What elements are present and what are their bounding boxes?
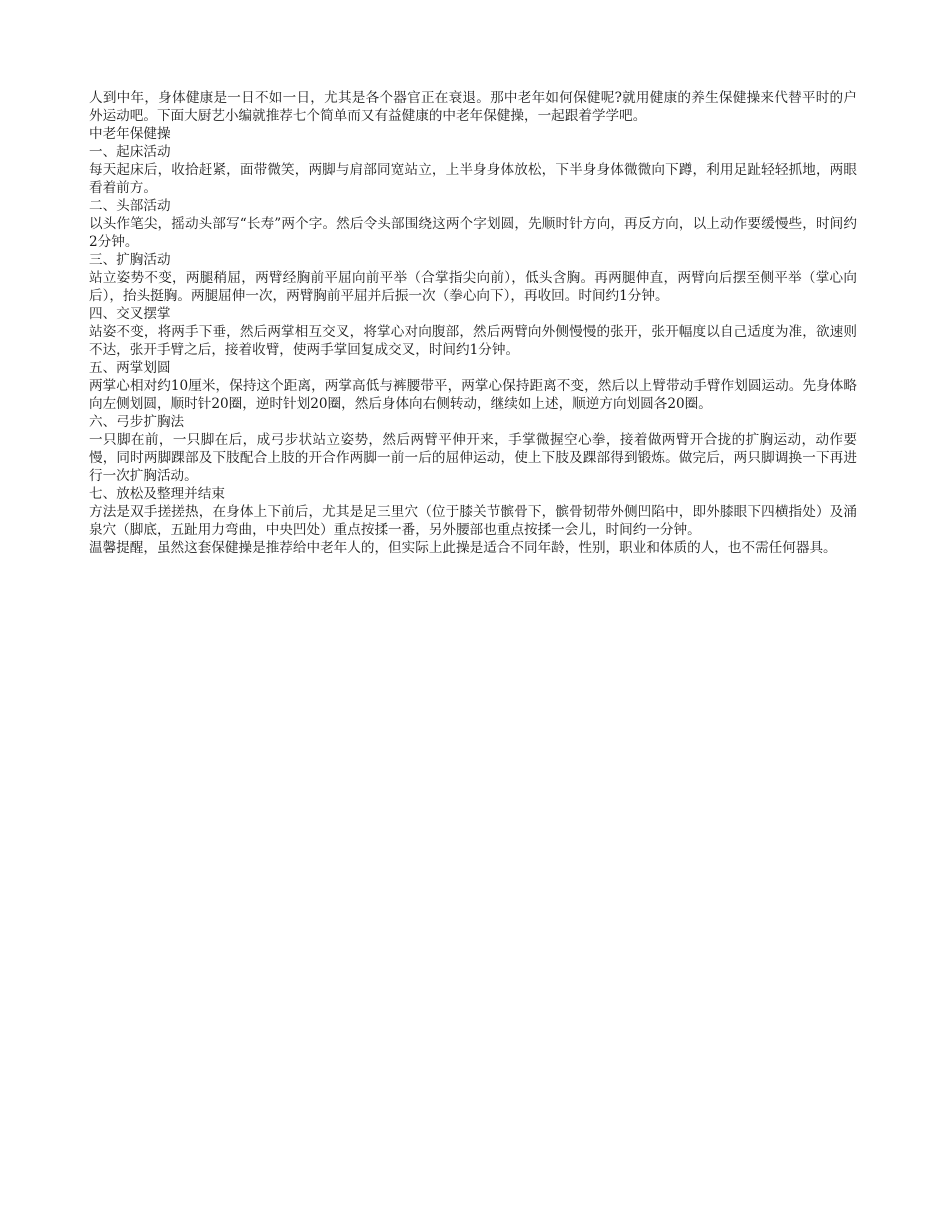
section-heading-1: 一、起床活动 xyxy=(89,144,171,160)
closing-note: 温馨提醒，虽然这套保健操是推荐给中老年人的，但实际上此操是适合不同年龄，性别，职业和体质的人，也不需任何器具。 xyxy=(89,540,837,556)
section-heading-2: 二、头部活动 xyxy=(89,198,171,214)
document-title: 中老年保健操 xyxy=(89,126,171,142)
section-heading-3: 三、扩胸活动 xyxy=(89,252,171,268)
section-heading-6: 六、弓步扩胸法 xyxy=(89,414,185,430)
section-body-7: 方法是双手搓搓热，在身体上下前后，尤其是足三里穴（位于膝关节髌骨下，髌骨韧带外侧凹陷中，即外膝眼下四横指处）及涌泉穴（脚底，五趾用力弯曲，中央凹处）重点按揉一番，另外腰部也重点按揉一会儿，时间约一分钟。 xyxy=(89,504,857,538)
section-heading-5: 五、两掌划圆 xyxy=(89,360,171,376)
section-body-4: 站姿不变，将两手下垂，然后两掌相互交叉，将掌心对向腹部，然后两臂向外侧慢慢的张开，张开幅度以自己适度为准，欲速则不达，张开手臂之后，接着收臂，使两手掌回复成交叉，时间约1分钟。 xyxy=(89,324,857,358)
section-body-5: 两掌心相对约10厘米，保持这个距离，两掌高低与裤腰带平，两掌心保持距离不变，然后以上臂带动手臂作划圆运动。先身体略向左侧划圆，顺时针20圈，逆时针划20圈，然后身体向右侧转动，继续如上述，顺逆方向划圆各20圈。 xyxy=(89,378,857,412)
section-heading-4: 四、交叉摆掌 xyxy=(89,306,171,322)
section-body-6: 一只脚在前，一只脚在后，成弓步状站立姿势，然后两臂平伸开来，手掌微握空心拳，接着做两臂开合拢的扩胸运动，动作要慢，同时两脚踝部及下肢配合上肢的开合作两脚一前一后的屈伸运动，使上下肢及踝部得到锻炼。做完后，两只脚调换一下再进行一次扩胸活动。 xyxy=(89,432,857,484)
section-body-3: 站立姿势不变，两腿稍屈，两臂经胸前平屈向前平举（合掌指尖向前），低头含胸。再两腿伸直，两臂向后摆至侧平举（掌心向后），抬头挺胸。两腿屈伸一次，两臂胸前平屈并后振一次（拳心向下），再收回。时间约1分钟。 xyxy=(89,270,857,304)
section-body-1: 每天起床后，收拾赶紧，面带微笑，两脚与肩部同宽站立，上半身身体放松，下半身身体微微向下蹲，利用足趾轻轻抓地，两眼看着前方。 xyxy=(89,162,857,196)
section-heading-7: 七、放松及整理并结束 xyxy=(89,486,225,502)
document-page xyxy=(89,89,857,557)
section-body-2: 以头作笔尖，摇动头部写“长寿”两个字。然后令头部围绕这两个字划圆，先顺时针方向，再反方向，以上动作要缓慢些，时间约2分钟。 xyxy=(89,216,857,250)
intro-paragraph: 人到中年，身体健康是一日不如一日，尤其是各个器官正在衰退。那中老年如何保健呢?就用健康的养生保健操来代替平时的户外运动吧。下面大厨艺小编就推荐七个简单而又有益健康的中老年保健操，一起跟着学学吧。 xyxy=(89,90,857,124)
